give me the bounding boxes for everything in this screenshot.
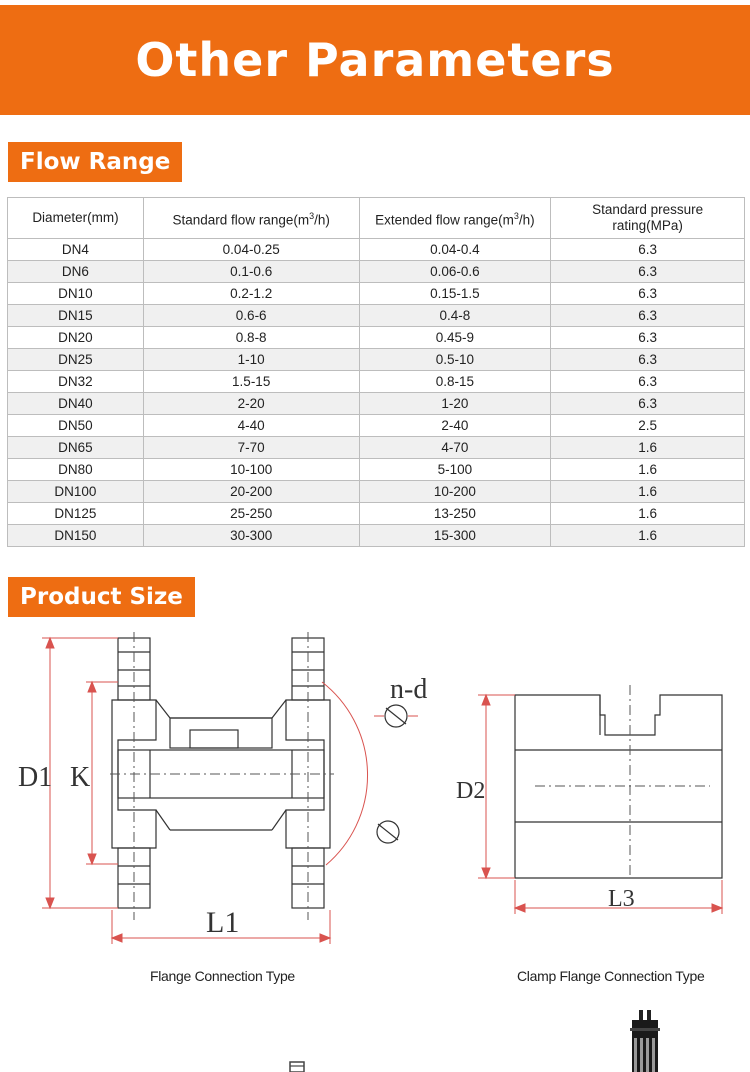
cell-extended-flow: 5-100: [359, 459, 551, 481]
header-extended-flow: Extended flow $range(m^3/h)$: [359, 198, 551, 239]
cell-standard-flow: 7-70: [143, 437, 359, 459]
cell-pressure: 1.6: [551, 459, 745, 481]
cell-extended-flow: 2-40: [359, 415, 551, 437]
table-row: [8, 261, 745, 283]
header-standard-flow: Standard flow $range(m^3/h)$: [143, 198, 359, 239]
label-d2: D2: [456, 778, 486, 804]
cell-pressure: 6.3: [551, 261, 745, 283]
cell-extended-flow: 0.8-15: [359, 371, 551, 393]
table-row: [8, 349, 745, 371]
cell-pressure: 6.3: [551, 349, 745, 371]
label-k: K: [70, 762, 91, 793]
cell-extended-flow: 0.45-9: [359, 327, 551, 349]
cell-diameter: DN15: [8, 305, 144, 327]
header-tail-extended: /h): [518, 212, 535, 228]
label-d1: D1: [18, 762, 53, 793]
cell-pressure: 1.6: [551, 525, 745, 547]
cell-standard-flow: 4-40: [143, 415, 359, 437]
cell-extended-flow: 0.4-8: [359, 305, 551, 327]
cell-standard-flow: 1-10: [143, 349, 359, 371]
cell-diameter: DN80: [8, 459, 144, 481]
cell-standard-flow: 2-20: [143, 393, 359, 415]
cell-diameter: DN65: [8, 437, 144, 459]
table-row: [8, 239, 745, 261]
header-diameter: Diameter(mm): [8, 198, 144, 239]
cell-pressure: 6.3: [551, 327, 745, 349]
cell-standard-flow: 0.6-6: [143, 305, 359, 327]
table-row: [8, 393, 745, 415]
clamp-flange-diagram: [450, 680, 745, 920]
table-row: [8, 327, 745, 349]
cell-standard-flow: 30-300: [143, 525, 359, 547]
cell-pressure: 1.6: [551, 503, 745, 525]
table-row: [8, 415, 745, 437]
top-banner: [0, 5, 750, 115]
cell-pressure: 6.3: [551, 283, 745, 305]
flange-caption: Flange Connection Type: [150, 968, 295, 984]
cell-diameter: DN20: [8, 327, 144, 349]
device-top-partial: [620, 1008, 670, 1072]
cell-pressure: 6.3: [551, 305, 745, 327]
cell-diameter: DN25: [8, 349, 144, 371]
cell-pressure: 1.6: [551, 437, 745, 459]
cell-extended-flow: 0.06-0.6: [359, 261, 551, 283]
cell-extended-flow: 0.04-0.4: [359, 239, 551, 261]
table-row: [8, 503, 745, 525]
table-header-row: [8, 198, 745, 239]
clamp-caption: Clamp Flange Connection Type: [517, 968, 705, 984]
label-nd: n-d: [390, 674, 428, 705]
label-l3: L3: [608, 886, 635, 912]
table-row: [8, 305, 745, 327]
cell-diameter: DN32: [8, 371, 144, 393]
cell-diameter: DN150: [8, 525, 144, 547]
cell-standard-flow: 0.04-0.25: [143, 239, 359, 261]
cell-diameter: DN6: [8, 261, 144, 283]
cell-standard-flow: 20-200: [143, 481, 359, 503]
cell-diameter: DN50: [8, 415, 144, 437]
flow-range-table: [7, 197, 745, 547]
flange-connection-diagram: [0, 630, 460, 950]
cell-diameter: DN100: [8, 481, 144, 503]
cell-standard-flow: 10-100: [143, 459, 359, 481]
flow-range-heading: Flow Range: [8, 142, 182, 182]
cell-standard-flow: 0.8-8: [143, 327, 359, 349]
cell-diameter: DN10: [8, 283, 144, 305]
cell-extended-flow: 10-200: [359, 481, 551, 503]
table-row: [8, 481, 745, 503]
cell-extended-flow: 0.15-1.5: [359, 283, 551, 305]
small-device-partial: [288, 1060, 306, 1072]
cell-standard-flow: 0.2-1.2: [143, 283, 359, 305]
table-row: [8, 437, 745, 459]
cell-standard-flow: 0.1-0.6: [143, 261, 359, 283]
table-row: [8, 525, 745, 547]
cell-diameter: DN125: [8, 503, 144, 525]
table-row: [8, 459, 745, 481]
cell-pressure: 6.3: [551, 239, 745, 261]
header-sup-extended: 3: [513, 210, 519, 221]
cell-extended-flow: 13-250: [359, 503, 551, 525]
cell-pressure: 1.6: [551, 481, 745, 503]
cell-extended-flow: 15-300: [359, 525, 551, 547]
table-row: [8, 283, 745, 305]
cell-diameter: DN4: [8, 239, 144, 261]
page-title: Other Parameters: [135, 33, 615, 87]
cell-diameter: DN40: [8, 393, 144, 415]
table-row: [8, 371, 745, 393]
cell-extended-flow: 1-20: [359, 393, 551, 415]
cell-extended-flow: 4-70: [359, 437, 551, 459]
cell-pressure: 2.5: [551, 415, 745, 437]
cell-pressure: 6.3: [551, 371, 745, 393]
cell-extended-flow: 0.5-10: [359, 349, 551, 371]
header-pressure: Standard pressure rating(MPa): [551, 198, 745, 239]
cell-standard-flow: 25-250: [143, 503, 359, 525]
label-l1: L1: [206, 906, 240, 939]
cell-standard-flow: 1.5-15: [143, 371, 359, 393]
product-size-heading: Product Size: [8, 577, 195, 617]
cell-pressure: 6.3: [551, 393, 745, 415]
